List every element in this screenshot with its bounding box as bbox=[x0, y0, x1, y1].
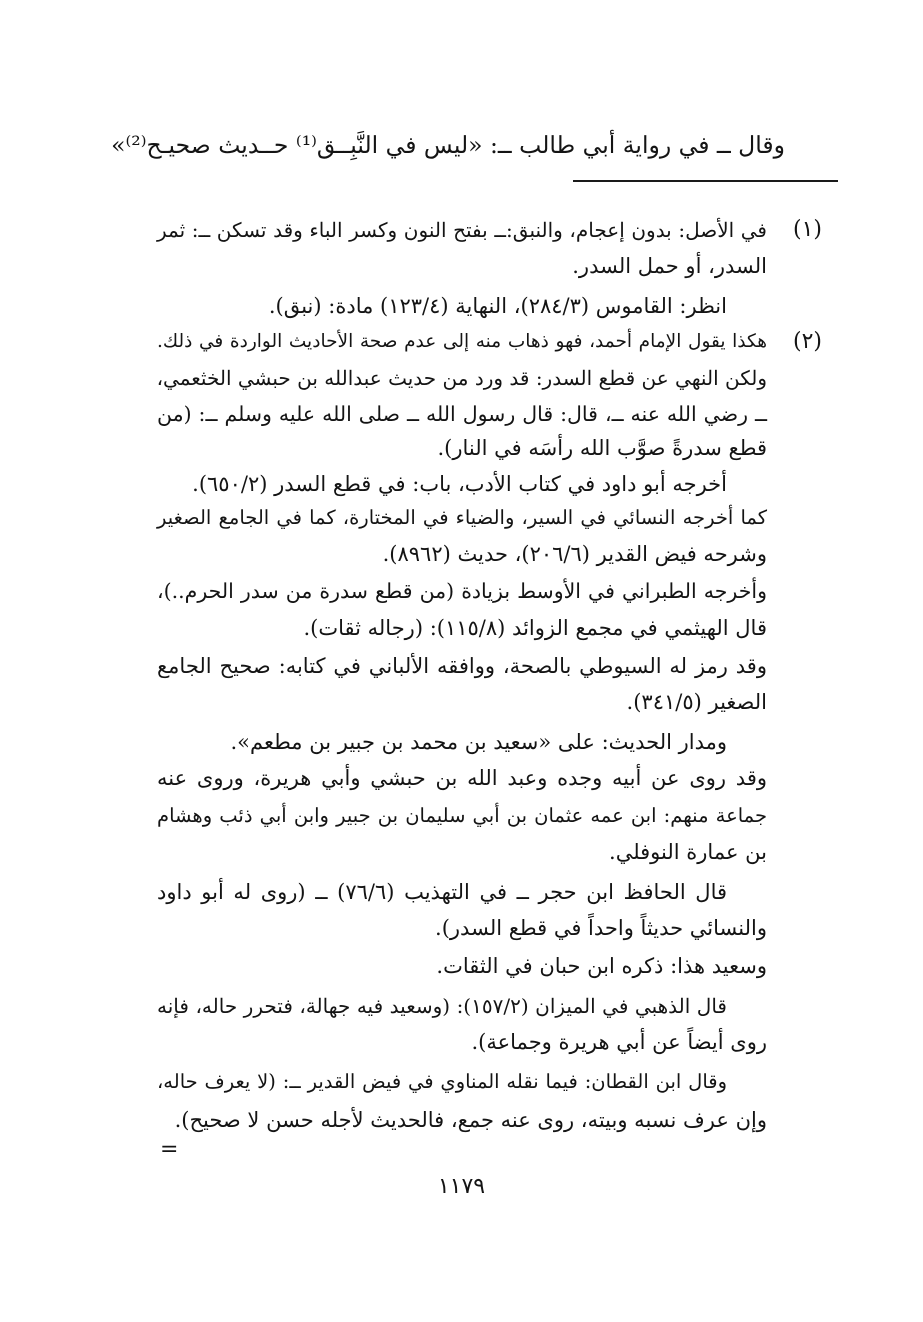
footnote-1-line-1: في الأصل: بدون إعجام، والنبق:ــ بفتح النون وكسر الباء وقد تسكن ــ: ثمر bbox=[157, 218, 767, 242]
footnote-2-line-3: ــ رضي الله عنه ــ، قال: قال رسول الله ــ صلى الله عليه وسلم ــ: (من bbox=[157, 402, 767, 426]
footnote-2-line-1: هكذا يقول الإمام أحمد، فهو ذهاب منه إلى عدم صحة الأحاديث الواردة في ذلك. bbox=[157, 331, 767, 352]
footnote-2-line-9: قال الهيثمي في مجمع الزوائد (١١٥/٨): (رجاله ثقات). bbox=[303, 616, 767, 640]
footnote-2-line-18: وسعيد هذا: ذكره ابن حبان في الثقات. bbox=[436, 954, 767, 978]
footnote-2-line-17: والنسائي حديثاً واحداً في قطع السدر). bbox=[435, 916, 767, 940]
footnote-2-line-19: قال الذهبي في الميزان (١٥٧/٢): (وسعيد فيه جهالة، فتحرر حاله، فإنه bbox=[157, 994, 727, 1018]
footnote-1-line-3: انظر: القاموس (٢٨٤/٣)، النهاية (١٢٣/٤) مادة: (نبق). bbox=[268, 294, 727, 318]
footnote-2-line-8: وأخرجه الطبراني في الأوسط بزيادة (من قطع سدرة من سدر الحرم..)، bbox=[157, 579, 767, 603]
page-number: ١١٧٩ bbox=[437, 1174, 486, 1199]
footnote-2-line-22: وإن عرف نسبه وبيته، روى عنه جمع، فالحديث لأجله حسن لا صحيح). bbox=[174, 1108, 767, 1132]
footnote-2-line-2: ولكن النهي عن قطع السدر: قد ورد من حديث عبدالله بن حبشي الخثعمي، bbox=[156, 366, 767, 390]
footnote-2-line-15: بن عمارة النوفلي. bbox=[609, 840, 767, 864]
footnote-2-line-4: قطع سدرةً صوَّب الله رأسَه في النار). bbox=[437, 436, 767, 460]
footnote-2-line-10: وقد رمز له السيوطي بالصحة، ووافقه الألباني في كتابه: صحيح الجامع bbox=[157, 654, 767, 678]
footnote-separator bbox=[573, 180, 838, 182]
footnote-2-line-13: وقد روى عن أبيه وجده وعبد الله بن حبشي وأبي هريرة، وروى عنه bbox=[157, 766, 767, 790]
footnote-2-line-14: جماعة منهم: ابن عمه عثمان بن أبي سليمان بن جبير وابن أبي ذئب وهشام bbox=[157, 804, 767, 827]
footnote-2-line-7: وشرحه فيض القدير (٢٠٦/٦)، حديث (٨٩٦٢). bbox=[382, 542, 767, 566]
footnote-2-line-21: وقال ابن القطان: فيما نقله المناوي في فيض القدير ــ: (لا يعرف حاله، bbox=[157, 1070, 727, 1093]
footnote-2-line-16: قال الحافظ ابن حجر ــ في التهذيب (٧٦/٦) ــ (روى له أبو داود bbox=[157, 880, 728, 904]
footnote-2-line-20: روى أيضاً عن أبي هريرة وجماعة). bbox=[471, 1030, 767, 1054]
footnote-2-line-11: الصغير (٣٤١/٥). bbox=[626, 690, 767, 714]
footnote-2-line-5: أخرجه أبو داود في كتاب الأدب، باب: في قطع السدر (٦٥٠/٢). bbox=[192, 472, 727, 496]
footnote-2-line-6: كما أخرجه النسائي في السير، والضياء في المختارة، كما في الجامع الصغير bbox=[157, 506, 767, 529]
footnote-1-line-2: السدر، أو حمل السدر. bbox=[572, 254, 767, 278]
footnote-1-number: (١) bbox=[792, 217, 822, 242]
main-text-line: وقال ــ في رواية أبي طالب ــ: «ليس في النَّبِــق⁽¹⁾ حــديث صحيـح⁽²⁾» bbox=[111, 131, 785, 159]
footnote-2-line-12: ومدار الحديث: على «سعيد بن محمد بن جبير بن مطعم». bbox=[230, 730, 727, 754]
footnote-2-number: (٢) bbox=[792, 329, 822, 354]
continuation-mark: = bbox=[160, 1137, 179, 1162]
